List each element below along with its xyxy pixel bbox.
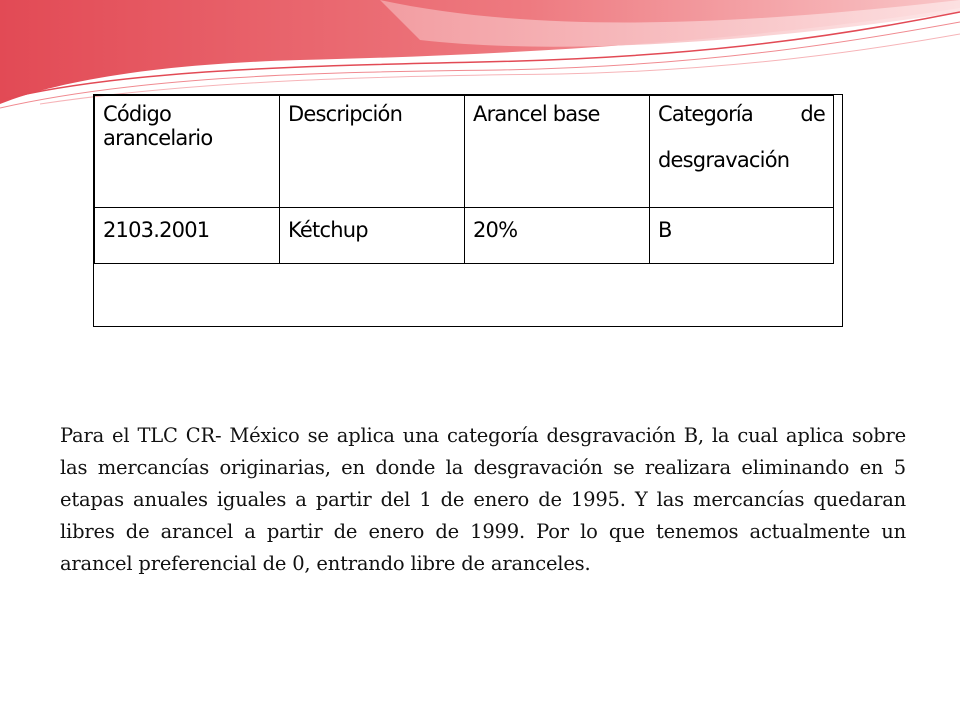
header-categoria <box>650 96 834 208</box>
cell-categoria: B <box>650 208 834 264</box>
table-header-row <box>95 96 834 208</box>
header-descripcion: Descripción <box>280 96 465 208</box>
header-codigo: Código arancelario <box>95 96 280 208</box>
category-word-2: de <box>800 102 825 126</box>
category-word-3: desgravación <box>658 148 790 172</box>
category-word-1: Categoría <box>658 102 754 126</box>
header-arancel-base: Arancel base <box>465 96 650 208</box>
cell-codigo: 2103.2001 <box>95 208 280 264</box>
cell-descripcion: Kétchup <box>280 208 465 264</box>
category-header-line1 <box>658 102 825 126</box>
cell-arancel: 20% <box>465 208 650 264</box>
tariff-table <box>94 95 834 264</box>
explanation-paragraph: Para el TLC CR- México se aplica una categoría desgravación B, la cual aplica sobre las mercancías originarias, en donde la desgravación se realizara eliminando en 5 etapas anuales iguales a partir del 1 de enero de 1995. Y las mercancías quedaran libres de arancel a partir de enero de 1999. Por lo que tenemos actualmente un arancel preferencial de 0, entrando libre de aranceles. <box>60 424 906 575</box>
table-row <box>95 208 834 264</box>
